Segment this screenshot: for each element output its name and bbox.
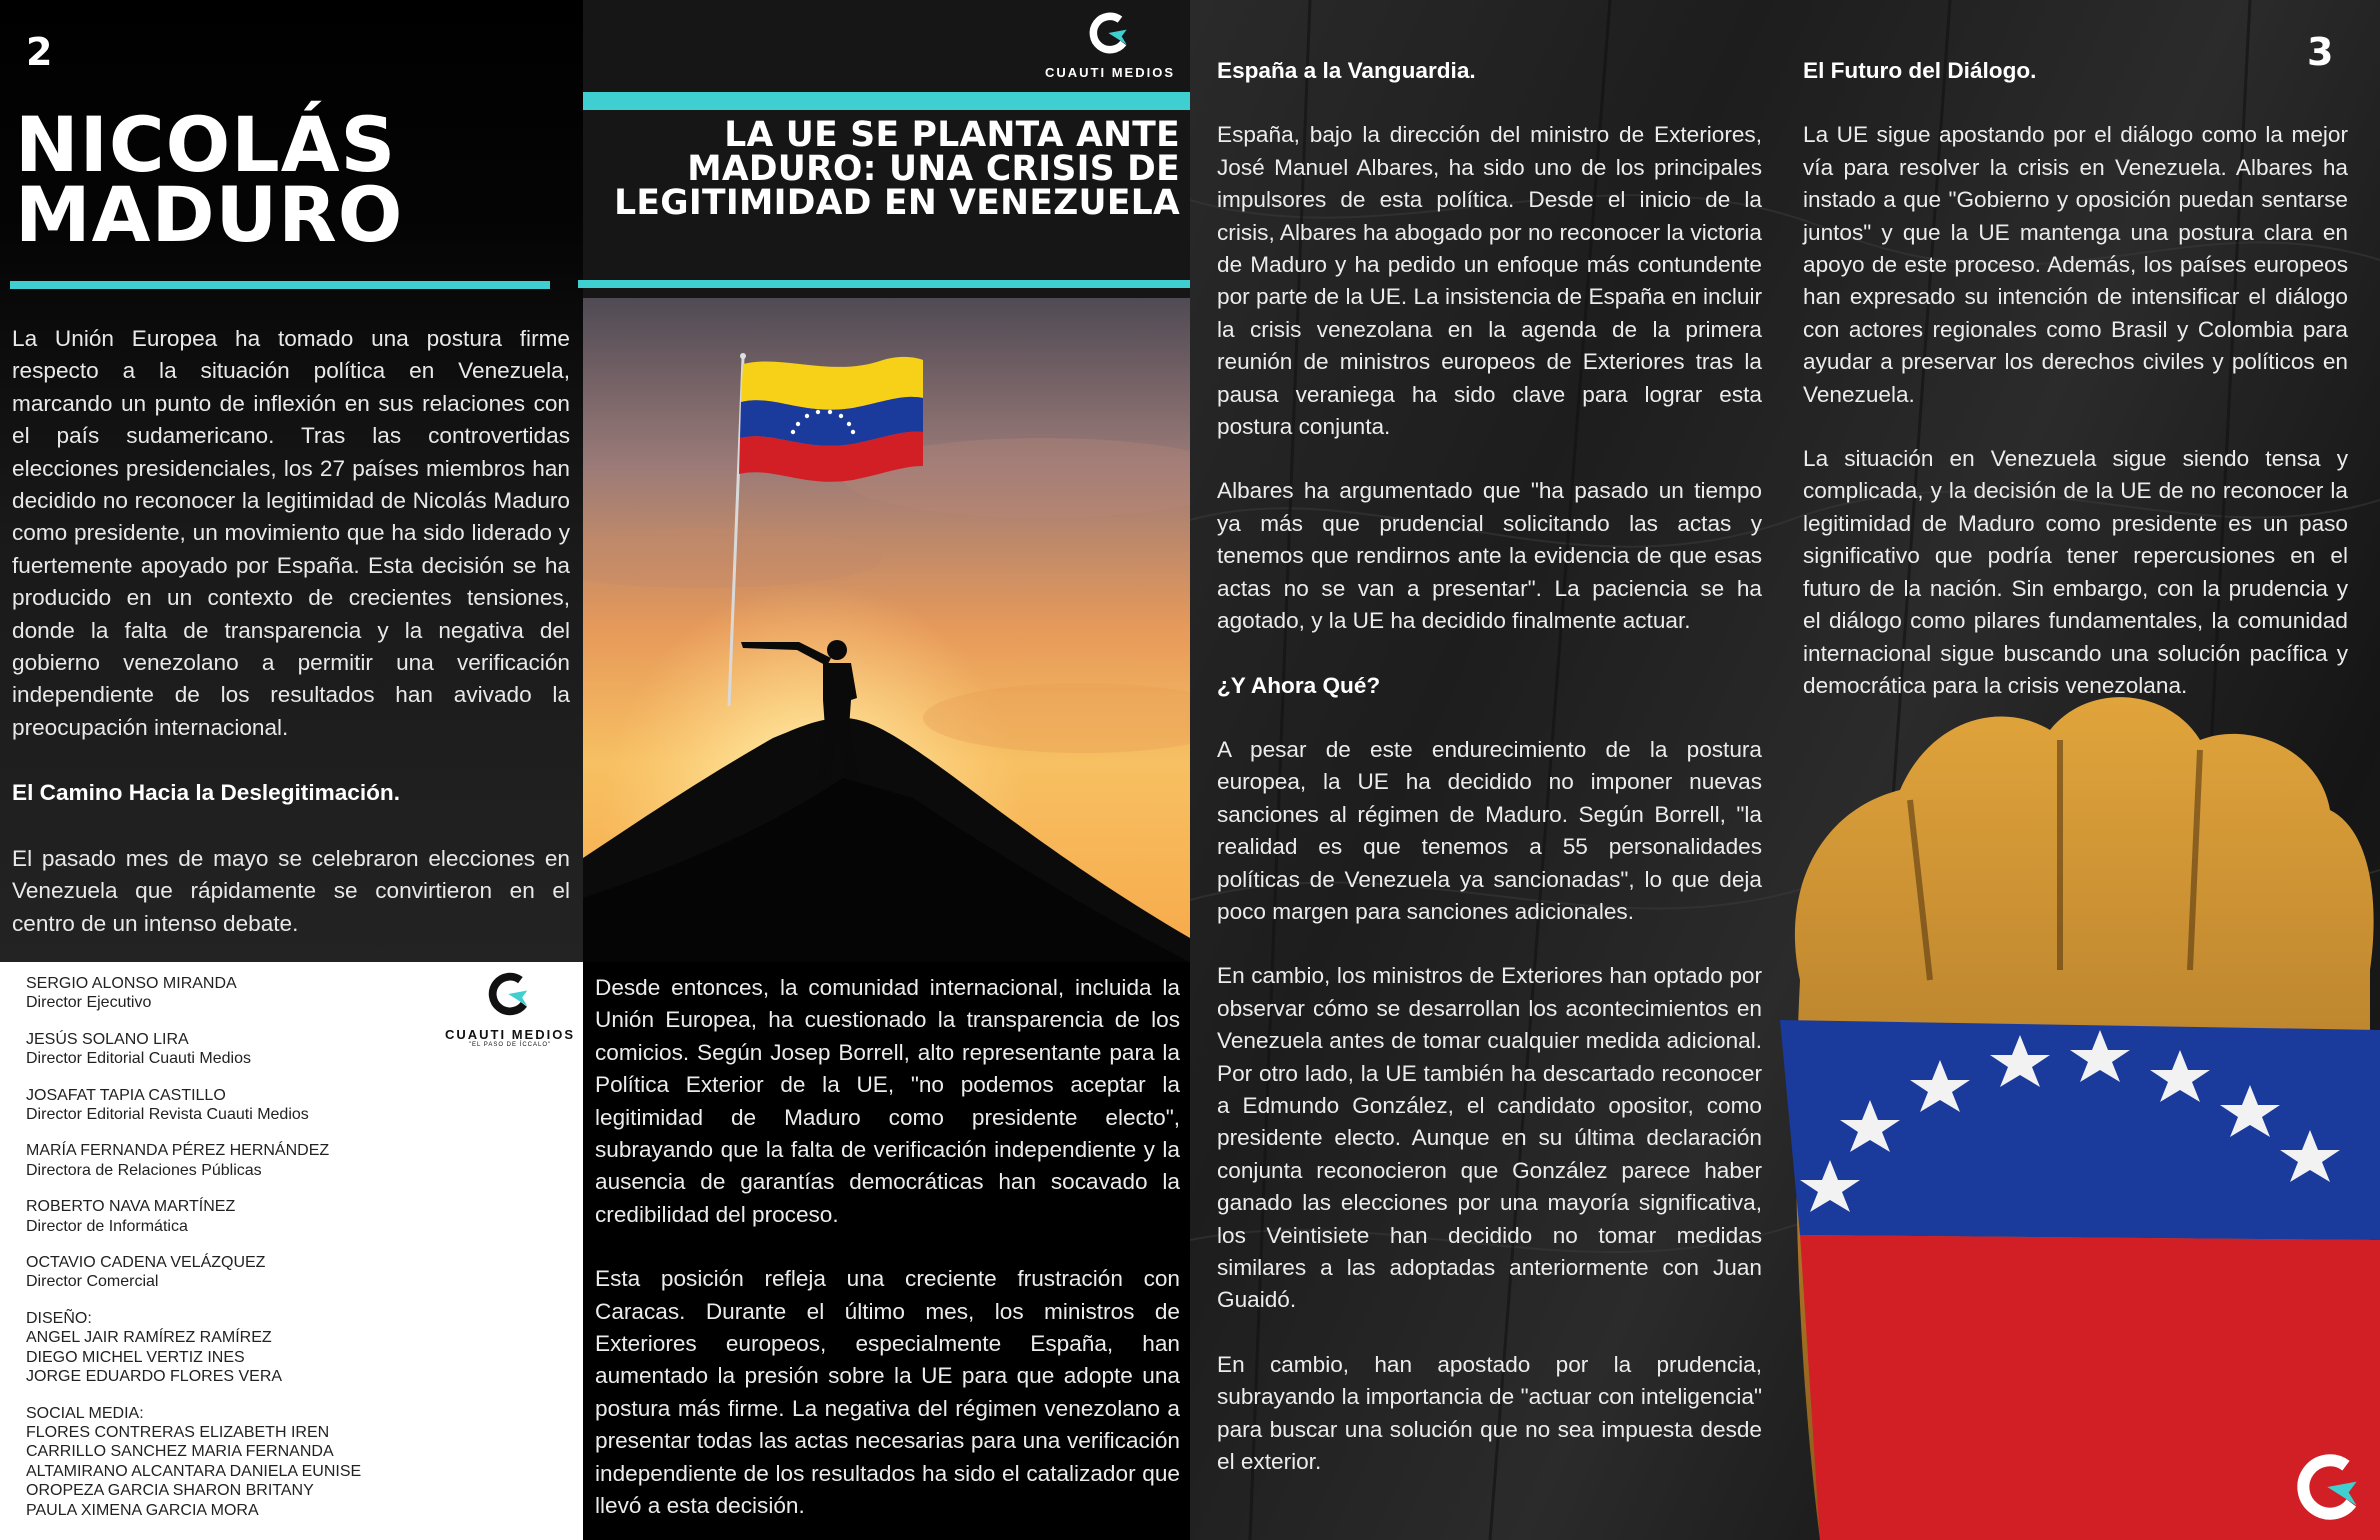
venezuela-fist-illustration [1760,680,2380,1540]
cuauti-logo-icon [1085,8,1135,58]
right-page [1190,0,2380,1540]
section-paragraph: La UE sigue apostando por el diálogo como la mejor vía para resolver la crisis en Venezuela. Albares ha instado a que "Gobierno y oposición puedan sentarse juntos" y que la UE mantenga una postura clara en apoyo de este proceso. Además, los países europeos han expresado su intención de intensificar el diálogo con actores regionales como Brasil y Colombia para ayudar a preservar los derechos civiles y políticos en Venezuela. [1803,122,2348,407]
credit-item [26,1030,426,1069]
section-paragraph: En cambio, los ministros de Exteriores han optado por observar cómo se desarrollan los acontecimientos en Venezuela antes de tomar cualquier medida adicional. Por otro lado, la UE también ha descartado reconocer a Edmundo González, el candidato opositor, como presidente electo. Aunque en su última declaración conjunta reconocieron que González parece haber ganado las elecciones por una mayoría significativa, los Veintisiete han decidido no tomar medidas similares a las adoptadas anteriormente con Juan Guaidó. [1217,963,1762,1313]
credit-name: MARÍA FERNANDA PÉREZ HERNÁNDEZ [26,1142,330,1160]
credit-member: DIEGO MICHEL VERTIZ INES [26,1348,245,1366]
cuauti-logo-icon [484,968,536,1020]
subheading: El Camino Hacia la Deslegitimación. [12,780,400,805]
right-column-2 [1803,55,2348,734]
credit-member: ALTAMIRANO ALCANTARA DANIELA EUNISE [26,1462,362,1480]
credit-group-title: DISEÑO: [26,1309,92,1327]
credit-name: SERGIO ALONSO MIRANDA [26,975,237,992]
credits-logo [445,968,575,1048]
page-number-left: 2 [26,30,53,74]
section-heading: El Futuro del Diálogo. [1803,58,2037,83]
staff-credits [26,974,426,1537]
flag-mountain-photo [583,298,1190,962]
section-paragraph: En cambio, han apostado por la prudencia, subrayando la importancia de "actuar con inteligencia" para buscar una solución que no sea impuesta desde el exterior. [1217,1351,1762,1475]
credit-member: CARRILLO SANCHEZ MARIA FERNANDA [26,1443,334,1461]
body-paragraph: Esta posición refleja una creciente frustración con Caracas. Durante el último mes, los ministros de Exteriores europeos, especialmente España, han aumentado la presión sobre la UE para que adopte una postura más firme. La negativa del régimen venezolano a presentar todas las actas necesarias para una verificación independiente de los resultados ha sido el catalizador que llevó a esta decisión. [595,1266,1180,1519]
credit-role: Director Ejecutivo [26,994,152,1012]
credit-member: OROPEZA GARCIA SHARON BRITANY [26,1482,314,1500]
page-number-right: 3 [2307,30,2334,74]
credit-name: ROBERTO NAVA MARTÍNEZ [26,1198,236,1216]
section-paragraph: A pesar de este endurecimiento de la postura europea, la UE ha decidido no imponer nuevas sanciones al régimen de Maduro. Según Borrell, "la realidad es que tenemos a 55 personalidades políticas de Venezuela ya sancionadas", lo que deja poco margen para sanciones adicionales. [1217,736,1762,924]
credit-item [26,974,426,1013]
corner-logo-icon [2290,1447,2370,1527]
credit-role: Director Editorial Revista Cuauti Medios [26,1106,309,1124]
brand-logo [1040,8,1180,80]
accent-rule [10,281,550,289]
credits-logo-text: CUAUTI MEDIOS [445,1027,575,1042]
credit-role: Director de Informática [26,1217,188,1235]
credit-group-design [26,1309,426,1387]
credit-role: Directora de Relaciones Públicas [26,1161,262,1179]
brand-name: CUAUTI MEDIOS [1045,65,1175,80]
article-headline: LA UE SE PLANTA ANTE MADURO: UNA CRISIS DE LEGITIMIDAD EN VENEZUELA [614,115,1180,223]
right-column-1 [1217,55,1762,1510]
credit-item [26,1141,426,1180]
credits-logo-tagline: "EL PASO DE ÍCCALO" [468,1042,552,1048]
credit-member: ANGEL JAIR RAMÍREZ RAMÍREZ [26,1329,272,1347]
section-paragraph: Albares ha argumentado que "ha pasado un tiempo ya más que prudencial solicitando las actas y tenemos que rendirnos ante la evidencia de que esas actas no se van a presentar". La paciencia se ha agotado, y la UE ha decidido finalmente actuar. [1217,478,1762,634]
credit-item [26,1086,426,1125]
article-body-block [583,962,1190,1540]
credit-name: OCTAVIO CADENA VELÁZQUEZ [26,1254,266,1272]
credit-member: PAULA XIMENA GARCIA MORA [26,1501,259,1519]
body-paragraph: Desde entonces, la comunidad internacional, incluida la Unión Europea, ha cuestionado la transparencia de los comicios. Según Josep Borrell, alto representante para la Política Exterior de la UE, "no podemos aceptar la legitimidad de Maduro como presidente electo", subrayando que la falta de verificación independiente y la ausencia de garantías democráticas han socavado la credibilidad del proceso. [595,975,1180,1227]
section-heading: ¿Y Ahora Qué? [1217,672,1381,698]
intro-paragraph-2: El pasado mes de mayo se celebraron elecciones en Venezuela que rápidamente se convirtieron en el centro de un intenso debate. [12,846,570,936]
credit-group-social-media [26,1404,426,1520]
name-title: NICOLÁS MADURO [15,100,404,259]
credits-box [0,962,583,1540]
section-paragraph: España, bajo la dirección del ministro de Exteriores, José Manuel Albares, ha sido uno de los principales impulsores de esta política. Desde el inicio de la crisis, Albares ha abogado por no reconocer la victoria de Maduro y ha pedido un enfoque más contundente por parte de la UE. La insistencia de España en incluir la crisis venezolana en la agenda de la primera reunión de ministros europeos de Exteriores tras la pausa veraniega ha sido clave para lograr esta postura conjunta. [1217,122,1762,440]
section-heading: España a la Vanguardia. [1217,58,1476,83]
credit-name: JESÚS SOLANO LIRA [26,1030,189,1048]
article-body [595,972,1180,1540]
credit-member: FLORES CONTRERAS ELIZABETH IREN [26,1423,330,1441]
intro-paragraph: La Unión Europea ha tomado una postura firme respecto a la situación política en Venezuela, marcando un punto de inflexión en sus relaciones con el país sudamericano. Tras las controvertidas elecciones presidenciales, los 27 países miembros han decidido no reconocer la legitimidad de Nicolás Maduro como presidente, un movimiento que ha sido liderado y fuertemente apoyado por España. Esta decisión se ha producido en un contexto de crecientes tensiones, donde la falta de transparencia y la negativa del gobierno venezolano a permitir una verificación independiente de los resultados han avivado la preocupación internacional. [12,326,570,740]
accent-bar [583,92,1190,110]
credit-name: JOSAFAT TAPIA CASTILLO [26,1086,226,1104]
credit-member: JORGE EDUARDO FLORES VERA [26,1368,283,1386]
accent-rule [578,280,1190,288]
credit-role: Director Editorial Cuauti Medios [26,1050,251,1068]
section-paragraph: La situación en Venezuela sigue siendo tensa y complicada, y la decisión de la UE de no reconocer la legitimidad de Maduro como presidente es un paso significativo que podría tener repercusiones en el futuro de la nación. Sin embargo, con la prudencia y el diálogo como pilares fundamentales, la comunidad internacional sigue buscando una solución pacífica y democrática para la crisis venezolana. [1803,446,2348,698]
credit-group-title: SOCIAL MEDIA: [26,1404,144,1422]
credit-item [26,1253,426,1292]
credit-role: Director Comercial [26,1273,159,1291]
credit-item [26,1197,426,1236]
sunset-flag-illustration [583,298,1190,962]
